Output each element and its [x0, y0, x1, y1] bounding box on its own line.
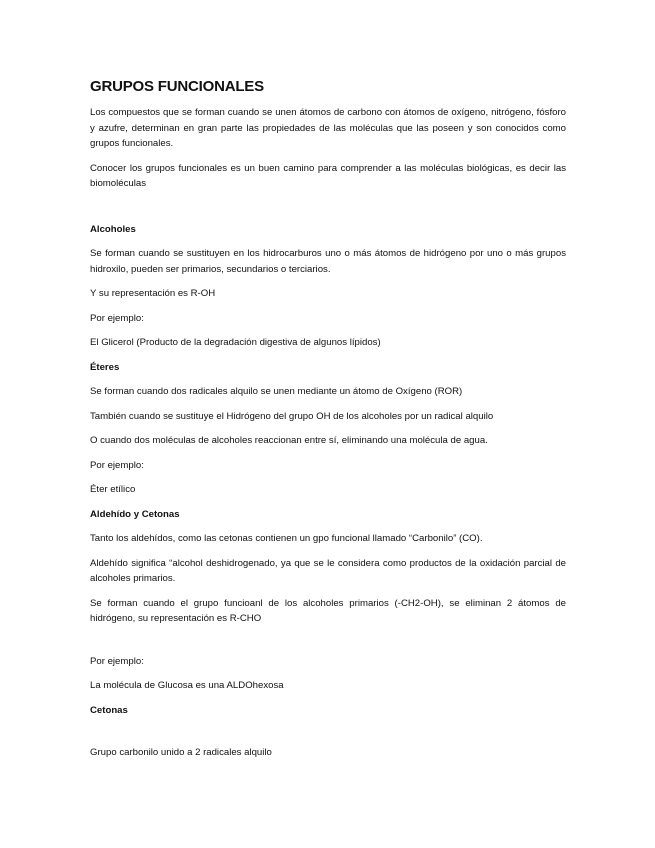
document-page	[90, 78, 566, 761]
heading-eteres: Éteres	[90, 361, 120, 373]
heading-alcoholes: Alcoholes	[90, 223, 136, 235]
heading-cetonas: Cetonas	[90, 704, 128, 716]
aldehidos-paragraph-2: Aldehído significa “alcohol deshidrogenado, ya que se le considera como productos de la oxidación parcial de alcoholes primarios.	[90, 557, 566, 584]
heading-aldehidos: Aldehído y Cetonas	[90, 508, 180, 520]
alcoholes-paragraph-2: Y su representación es R-OH	[90, 288, 216, 299]
aldehidos-paragraph-3: Se forman cuando el grupo funcioanl de los alcoholes primarios (-CH2-OH), se eliminan 2 átomos de hidrógeno, su representación es R-CHO	[90, 597, 566, 624]
cetonas-paragraph-1: Grupo carbonilo unido a 2 radicales alquilo	[90, 747, 272, 758]
eteres-paragraph-4: Por ejemplo:	[90, 459, 144, 471]
intro-paragraph-1: Los compuestos que se forman cuando se unen átomos de carbono con átomos de oxígeno, nitrógeno, fósforo y azufre, determinan en gran parte las propiedades de las moléculas que las poseen y son conocidos como grupos funcionales.	[90, 107, 566, 149]
eteres-paragraph-3: O cuando dos moléculas de alcoholes reaccionan entre sí, eliminando una molécula de agua.	[90, 435, 488, 446]
eteres-paragraph-1: Se forman cuando dos radicales alquilo se unen mediante un átomo de Oxígeno (ROR)	[90, 386, 463, 397]
aldehidos-paragraph-5: La molécula de Glucosa es una ALDOhexosa	[90, 680, 284, 691]
alcoholes-paragraph-1: Se forman cuando se sustituyen en los hidrocarburos uno o más átomos de hidrógeno por uno o más grupos hidroxilo, pueden ser primarios, secundarios o terciarios.	[90, 248, 566, 275]
eteres-paragraph-5: Éter etílico	[90, 484, 136, 495]
alcoholes-paragraph-3: Por ejemplo:	[90, 312, 144, 324]
page-title: GRUPOS FUNCIONALES	[90, 78, 264, 95]
aldehidos-paragraph-1: Tanto los aldehídos, como las cetonas contienen un gpo funcional llamado “Carbonilo” (CO).	[90, 533, 483, 544]
aldehidos-paragraph-4: Por ejemplo:	[90, 655, 144, 667]
alcoholes-paragraph-4: El Glicerol (Producto de la degradación digestiva de algunos lípidos)	[90, 337, 381, 348]
intro-paragraph-2: Conocer los grupos funcionales es un buen camino para comprender a las moléculas biológicas, es decir las biomoléculas	[90, 162, 566, 189]
eteres-paragraph-2: También cuando se sustituye el Hidrógeno del grupo OH de los alcoholes por un radical alquilo	[90, 410, 494, 422]
